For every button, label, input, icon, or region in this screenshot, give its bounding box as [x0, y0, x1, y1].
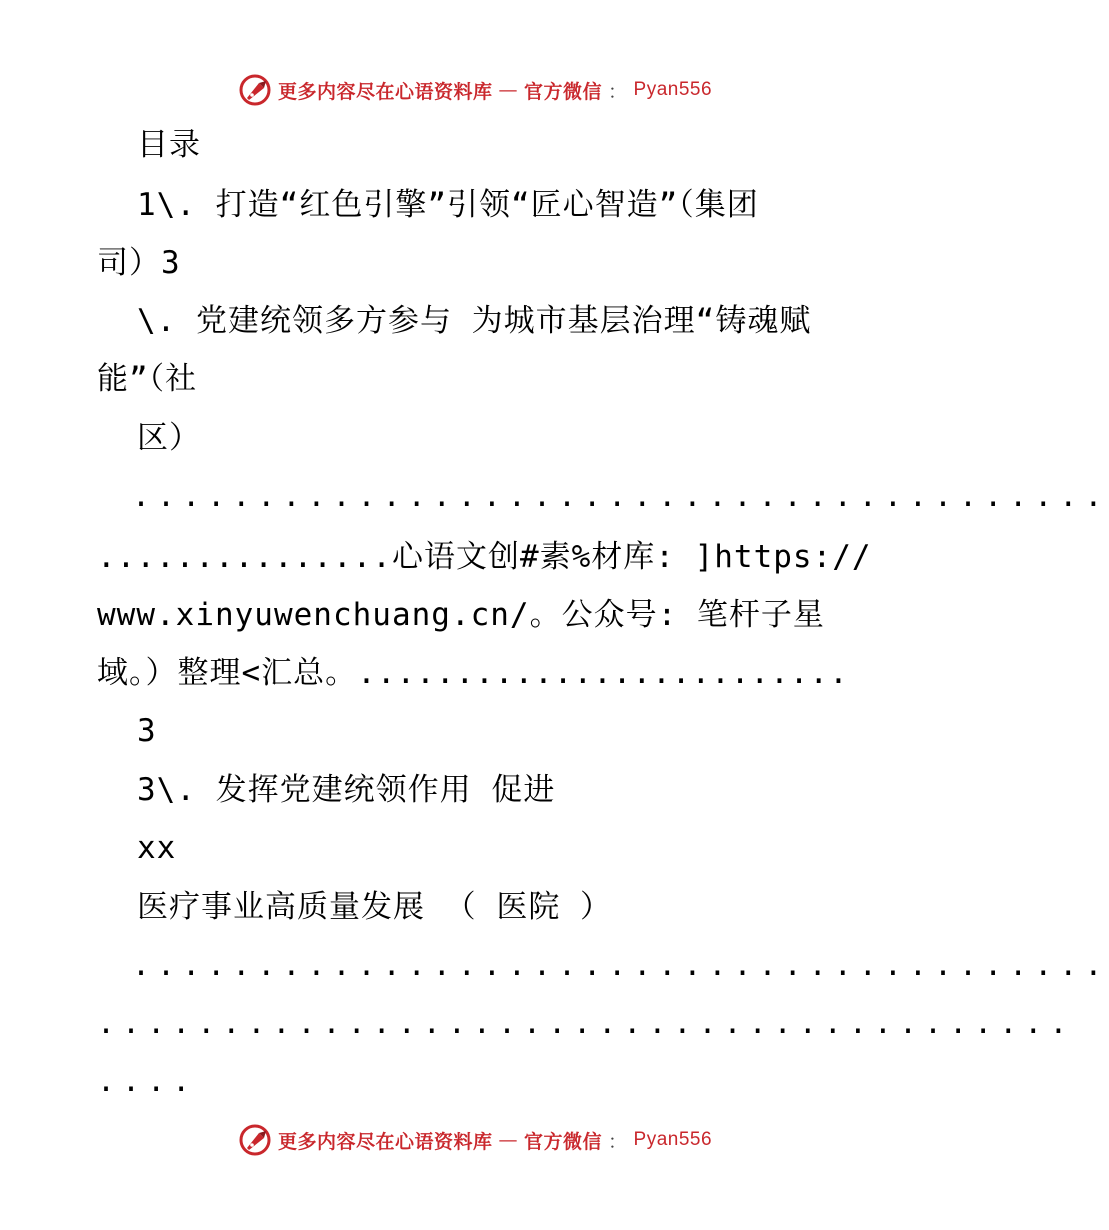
toc-line: 域。）整理<汇总。.........................	[97, 655, 849, 691]
toc-leader-dots: .......................................	[97, 1006, 1075, 1041]
footer-watermark	[0, 1120, 950, 1160]
toc-line: 司）3	[97, 245, 181, 281]
watermark-handle: Pyan556	[633, 1129, 713, 1150]
toc-line: \. 党建统领多方参与 为城市基层治理“铸魂赋	[137, 303, 812, 339]
toc-leader-dots: .......................................	[132, 479, 1109, 514]
watermark-handle: Pyan556	[633, 79, 713, 100]
toc-line: 1\. 打造“红色引擎”引领“匠心智造”（集团	[137, 187, 759, 223]
watermark-brand: 更多内容尽在心语资料库	[277, 80, 493, 103]
header-watermark	[0, 70, 950, 110]
watermark-wechat-label: 官方微信	[523, 1130, 602, 1153]
watermark-separator: —	[498, 79, 518, 101]
toc-line: xx	[137, 830, 177, 866]
pen-nib-logo-icon	[238, 73, 272, 107]
toc-page-number: 3	[137, 713, 157, 749]
watermark-colon: ：	[608, 80, 628, 103]
pen-nib-logo-icon	[238, 1123, 272, 1157]
toc-line: 3\. 发挥党建统领作用 促进	[137, 772, 556, 808]
toc-line: ...............心语文创#素%材库: ]https://	[97, 539, 872, 575]
watermark-wechat-label: 官方微信	[523, 80, 602, 103]
toc-line: www.xinyuwenchuang.cn/。公众号: 笔杆子星	[97, 597, 825, 633]
toc-line: 医疗事业高质量发展 （ 医院 ）	[137, 889, 612, 925]
toc-title: 目录	[137, 127, 201, 163]
watermark-brand: 更多内容尽在心语资料库	[277, 1130, 493, 1153]
toc-leader-dots: ....	[97, 1064, 198, 1099]
watermark-colon: ：	[608, 1130, 628, 1153]
toc-line: 区）	[137, 420, 201, 456]
watermark-separator: —	[498, 1129, 518, 1151]
toc-line: 能”（社	[97, 361, 198, 397]
toc-leader-dots: .......................................	[132, 948, 1109, 983]
